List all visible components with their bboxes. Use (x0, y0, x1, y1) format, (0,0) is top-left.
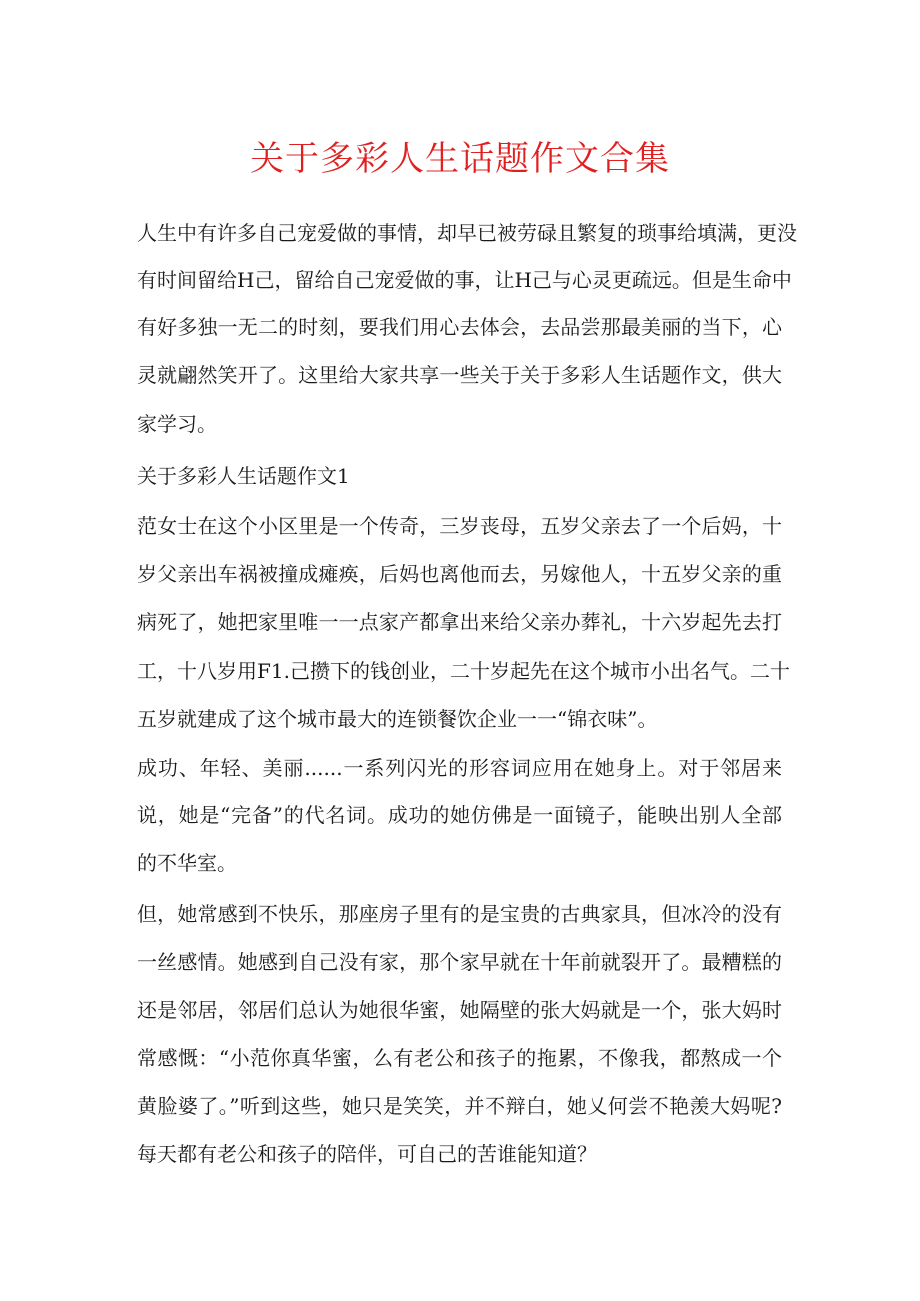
paragraph-line: 常感慨：“小范你真华蜜，么有老公和孩子的拖累，不像我，都熬成一个 (137, 1046, 782, 1070)
paragraph-line: 范女士在这个小区里是一个传奇，三岁丧母，五岁父亲去了一个后妈，十 (137, 514, 782, 538)
paragraph-line: 工，十八岁用F1.己攒下的钱创业，二十岁起先在这个城市小出名气。二十 (137, 659, 790, 683)
paragraph-line: 说，她是“完备”的代名词。成功的她仿佛是一面镜子，能映出别人全部 (137, 803, 782, 827)
paragraph-line: 每天都有老公和孩子的陪伴，可自己的苦谁能知道？ (137, 1142, 597, 1166)
section-heading: 关于多彩人生话题作文1 (137, 464, 350, 488)
paragraph-line: 家学习。 (137, 412, 217, 436)
paragraph-line: 黄脸婆了。”听到这些，她只是笑笑，并不辩白，她乂何尝不艳羡大妈呢? (137, 1094, 782, 1118)
paragraph-line: 还是邻居，邻居们总认为她很华蜜，她隔壁的张大妈就是一个，张大妈时 (137, 998, 782, 1022)
paragraph-line: 岁父亲出车祸被撞成瘫痪，后妈也离他而去，另嫁他人，十五岁父亲的重 (137, 562, 782, 586)
paragraph-line: 病死了，她把家里唯一一点家产都拿出来给父亲办葬礼，十六岁起先去打 (137, 610, 782, 634)
paragraph-line: 有时间留给H己，留给自己宠爱做的事，让H己与心灵更疏远。但是生命中 (137, 268, 792, 292)
paragraph-line: 成功、年轻、美丽......一系列闪光的形容词应用在她身上。对于邻居来 (137, 756, 782, 780)
paragraph-line: 灵就翩然笑开了。这里给大家共享一些关于关于多彩人生话题作文，供大 (137, 363, 782, 387)
paragraph-line: 五岁就建成了这个城市最大的连锁餐饮企业一一“锦衣味”。 (137, 707, 658, 731)
paragraph-line: 人生中有许多自己宠爱做的事情，却早已被劳碌且繁复的琐事给填满，更没 (137, 221, 797, 245)
paragraph-line: 有好多独一无二的时刻，要我们用心去体会，去品尝那最美丽的当下，心 (137, 315, 782, 339)
paragraph-line: 但，她常感到不快乐，那座房子里有的是宝贵的古典家具，但冰冷的没有 (137, 902, 782, 926)
paragraph-line: 一丝感情。她感到自己没有家，那个家早就在十年前就裂开了。最糟糕的 (137, 950, 782, 974)
paragraph-line: 的不华室。 (137, 851, 237, 875)
document-title: 关于多彩人生话题作文合集 (250, 139, 670, 179)
